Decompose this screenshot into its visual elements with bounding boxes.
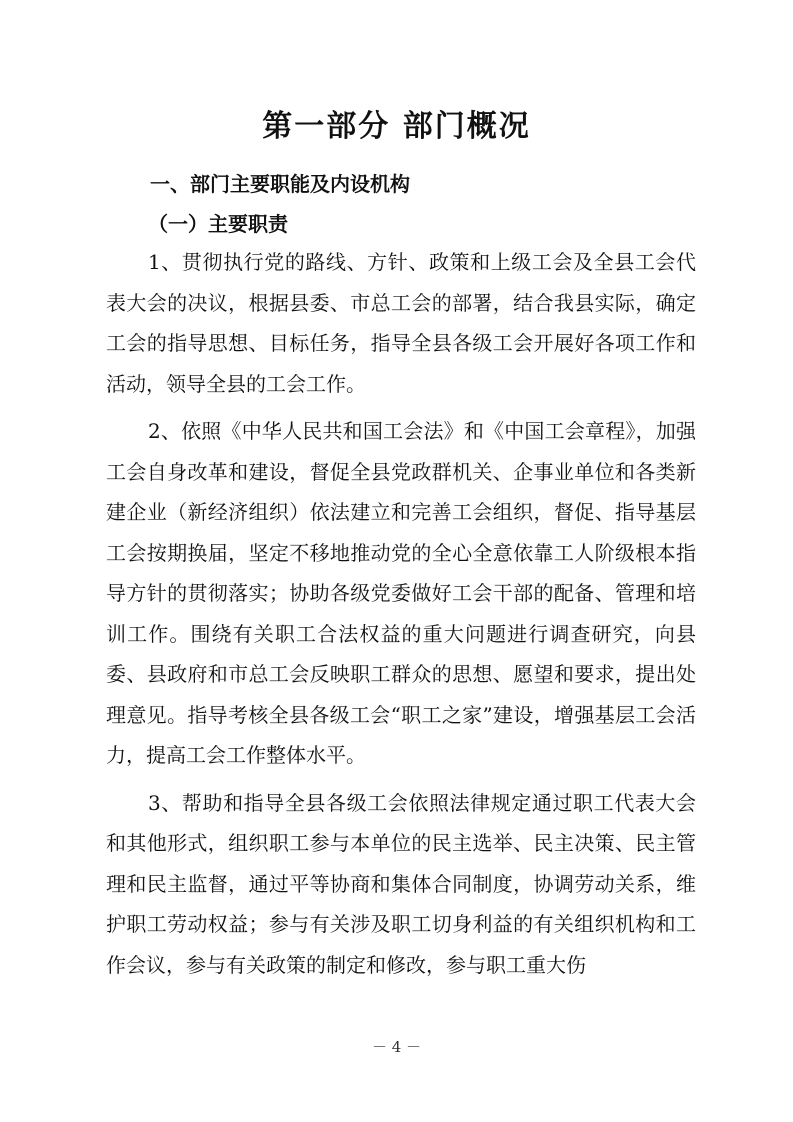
body-text [106, 242, 696, 992]
section-heading: 一、部门主要职能及内设机构 [150, 172, 410, 196]
page-title: 第一部分 部门概况 [262, 109, 531, 144]
paragraph-1: 1、贯彻执行党的路线、方针、政策和上级工会及全县工会代表大会的决议，根据县委、市总工会的部署，结合我县实际，确定工会的指导思想、目标任务，指导全县各级工会开展好各项工作和活动，领导全县的工会工作。 [106, 250, 696, 396]
subsection-heading: （一）主要职责 [148, 212, 288, 236]
paragraph-3: 3、帮助和指导全县各级工会依照法律规定通过职工代表大会和其他形式，组织职工参与本单位的民主选举、民主决策、民主管理和民主监督，通过平等协商和集体合同制度，协调劳动关系，维护职工劳动权益；参与有关涉及职工切身利益的有关组织机构和工作会议，参与有关政策的制定和修改，参与职工重大伤 [106, 790, 696, 977]
paragraph-2: 2、依照《中华人民共和国工会法》和《中国工会章程》，加强工会自身改革和建设，督促全县党政群机关、企事业单位和各类新建企业（新经济组织）依法建立和完善工会组织，督促、指导基层工会按期换届，坚定不移地推动党的全心全意依靠工人阶级根本指导方针的贯彻落实；协助各级党委做好工会干部的配备、管理和培训工作。围绕有关职工合法权益的重大问题进行调查研究，向县委、县政府和市总工会反映职工群众的思想、愿望和要求，提出处理意见。指导考核全县各级工会“职工之家”建设，增强基层工会活力，提高工会工作整体水平。 [106, 419, 696, 767]
page-number: － 4 － [371, 1038, 422, 1056]
